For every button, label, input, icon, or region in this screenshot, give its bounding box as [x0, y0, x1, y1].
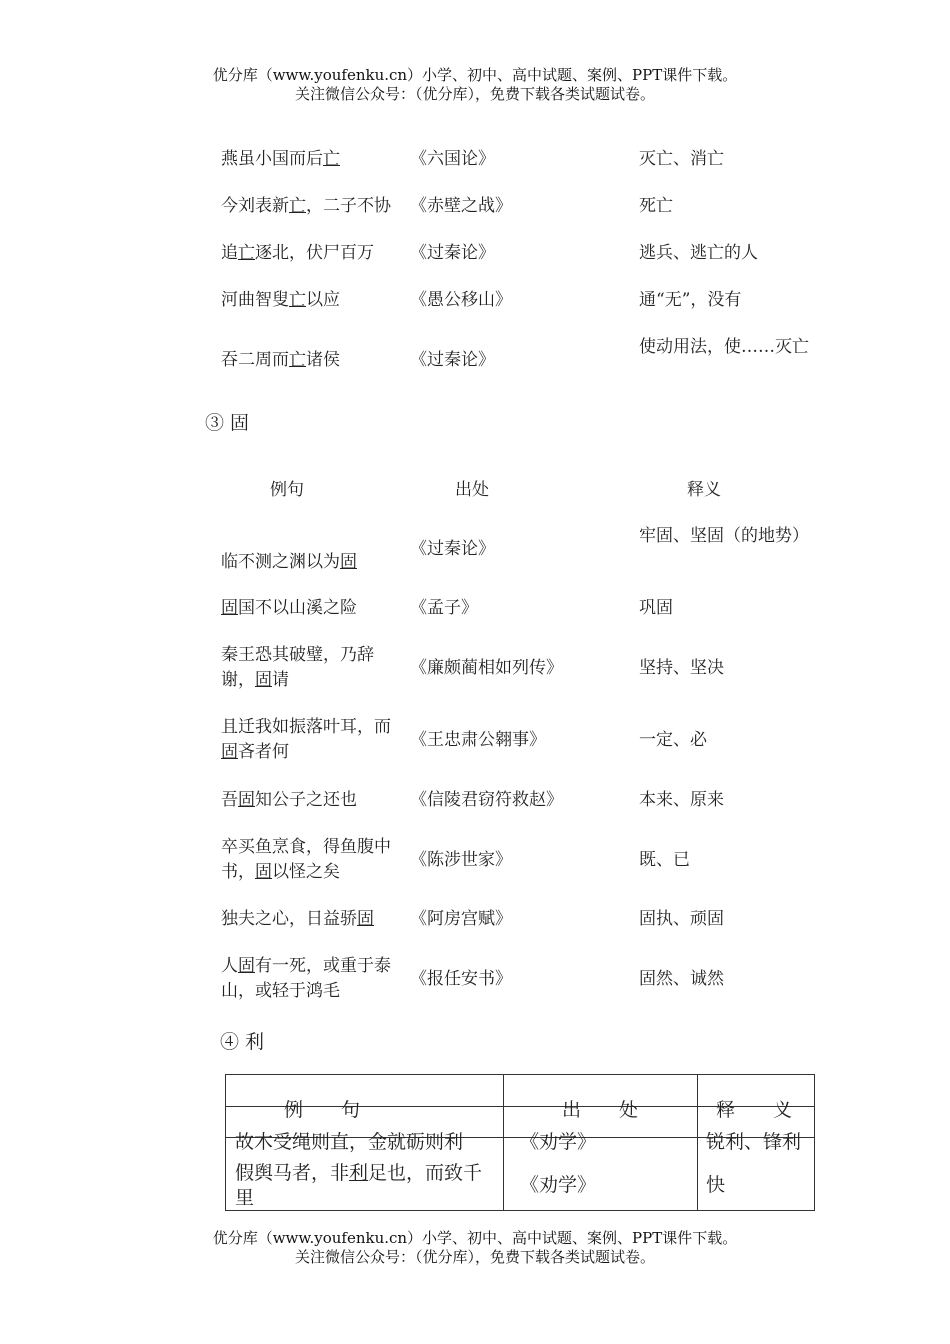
gu-row-7-source: 《阿房宫赋》 [410, 909, 512, 929]
gu-row-3-example: 秦王恐其破璧，乃辞谢，固请 [221, 645, 374, 690]
gu-row-5-meaning: 本来、原来 [639, 790, 724, 810]
li-row-1-meaning: 锐利、锋利 [706, 1131, 802, 1153]
gu-row-3-meaning: 坚持、坚决 [639, 658, 724, 678]
wang-row-1-source: 《六国论》 [410, 149, 495, 169]
header-line-2: 关注微信公众号：（优分库），免费下载各类试题试卷。 [294, 85, 655, 103]
gu-header-source: 出处 [455, 480, 489, 500]
wang-row-4-example: 河曲智叟亡以应 [221, 290, 340, 310]
wang-row-4-meaning: 通“无”，没有 [639, 290, 742, 310]
gu-row-2-meaning: 巩固 [639, 598, 673, 618]
gu-row-7-example: 独夫之心，日益骄固 [221, 909, 374, 929]
li-header-meaning: 释 义 [716, 1099, 793, 1121]
gu-row-1-meaning: 牢固、坚固（的地势） [639, 526, 809, 546]
gu-row-2-source: 《孟子》 [410, 598, 478, 618]
li-row-2-meaning: 快 [706, 1174, 726, 1196]
gu-row-6-meaning: 既、已 [639, 850, 690, 870]
page-footer [0, 1229, 950, 1267]
header-line-1: 优分库（www.youfenku.cn）小学、初中、高中试题、案例、PPT课件下载。 [212, 66, 738, 84]
section-li-title: ④ 利 [220, 1031, 265, 1053]
gu-row-5-source: 《信陵君窃符救赵》 [410, 790, 563, 810]
gu-row-4-example: 且迁我如振落叶耳，而固吝者何 [221, 717, 391, 762]
li-header-source: 出 处 [562, 1099, 639, 1121]
gu-row-1-example: 临不测之渊以为固 [221, 552, 357, 572]
wang-row-2-source: 《赤壁之战》 [410, 196, 512, 216]
wang-row-5-meaning: 使动用法，使……灭亡 [639, 337, 809, 357]
gu-row-6-example: 卒买鱼烹食，得鱼腹中书，固以怪之矣 [221, 837, 391, 882]
footer-line-2: 关注微信公众号：（优分库），免费下载各类试题试卷。 [294, 1248, 655, 1266]
li-row-2-source: 《劝学》 [520, 1174, 597, 1196]
wang-row-5-source: 《过秦论》 [410, 350, 495, 370]
li-row-1-example: 故木受绳则直，金就砺则利 [235, 1131, 464, 1153]
li-table [225, 1074, 815, 1211]
wang-row-2-example: 今刘表新亡，二子不协 [221, 196, 391, 216]
gu-row-8-source: 《报任安书》 [410, 969, 512, 989]
li-header-example: 例 句 [284, 1099, 361, 1121]
li-row-2-example: 假舆马者，非利足也，而致千里 [235, 1162, 483, 1209]
wang-row-5-example: 吞二周而亡诸侯 [221, 350, 340, 370]
gu-row-4-meaning: 一定、必 [639, 730, 707, 750]
gu-row-3-source: 《廉颇蔺相如列传》 [410, 658, 563, 678]
wang-row-2-meaning: 死亡 [639, 196, 673, 216]
section-gu-title: ③ 固 [205, 412, 250, 434]
gu-header-meaning: 释义 [687, 480, 721, 500]
gu-row-6-source: 《陈涉世家》 [410, 850, 512, 870]
li-row-1-source: 《劝学》 [520, 1131, 597, 1153]
wang-row-1-example: 燕虽小国而后亡 [221, 149, 340, 169]
gu-row-8-meaning: 固然、诚然 [639, 969, 724, 989]
gu-row-4-source: 《王忠肃公翱事》 [410, 730, 546, 750]
gu-row-2-example: 固国不以山溪之险 [221, 598, 357, 618]
wang-row-3-example: 追亡逐北，伏尸百万 [221, 243, 374, 263]
gu-header-example: 例句 [270, 480, 304, 500]
gu-row-1-source: 《过秦论》 [410, 539, 495, 559]
footer-line-1: 优分库（www.youfenku.cn）小学、初中、高中试题、案例、PPT课件下载。 [212, 1229, 738, 1247]
wang-row-1-meaning: 灭亡、消亡 [639, 149, 724, 169]
gu-row-8-example: 人固有一死，或重于泰山，或轻于鸿毛 [221, 956, 391, 1001]
wang-row-4-source: 《愚公移山》 [410, 290, 512, 310]
wang-row-3-meaning: 逃兵、逃亡的人 [639, 243, 758, 263]
gu-row-7-meaning: 固执、顽固 [639, 909, 724, 929]
gu-row-5-example: 吾固知公子之还也 [221, 790, 357, 810]
wang-row-3-source: 《过秦论》 [410, 243, 495, 263]
page-header [0, 66, 950, 104]
